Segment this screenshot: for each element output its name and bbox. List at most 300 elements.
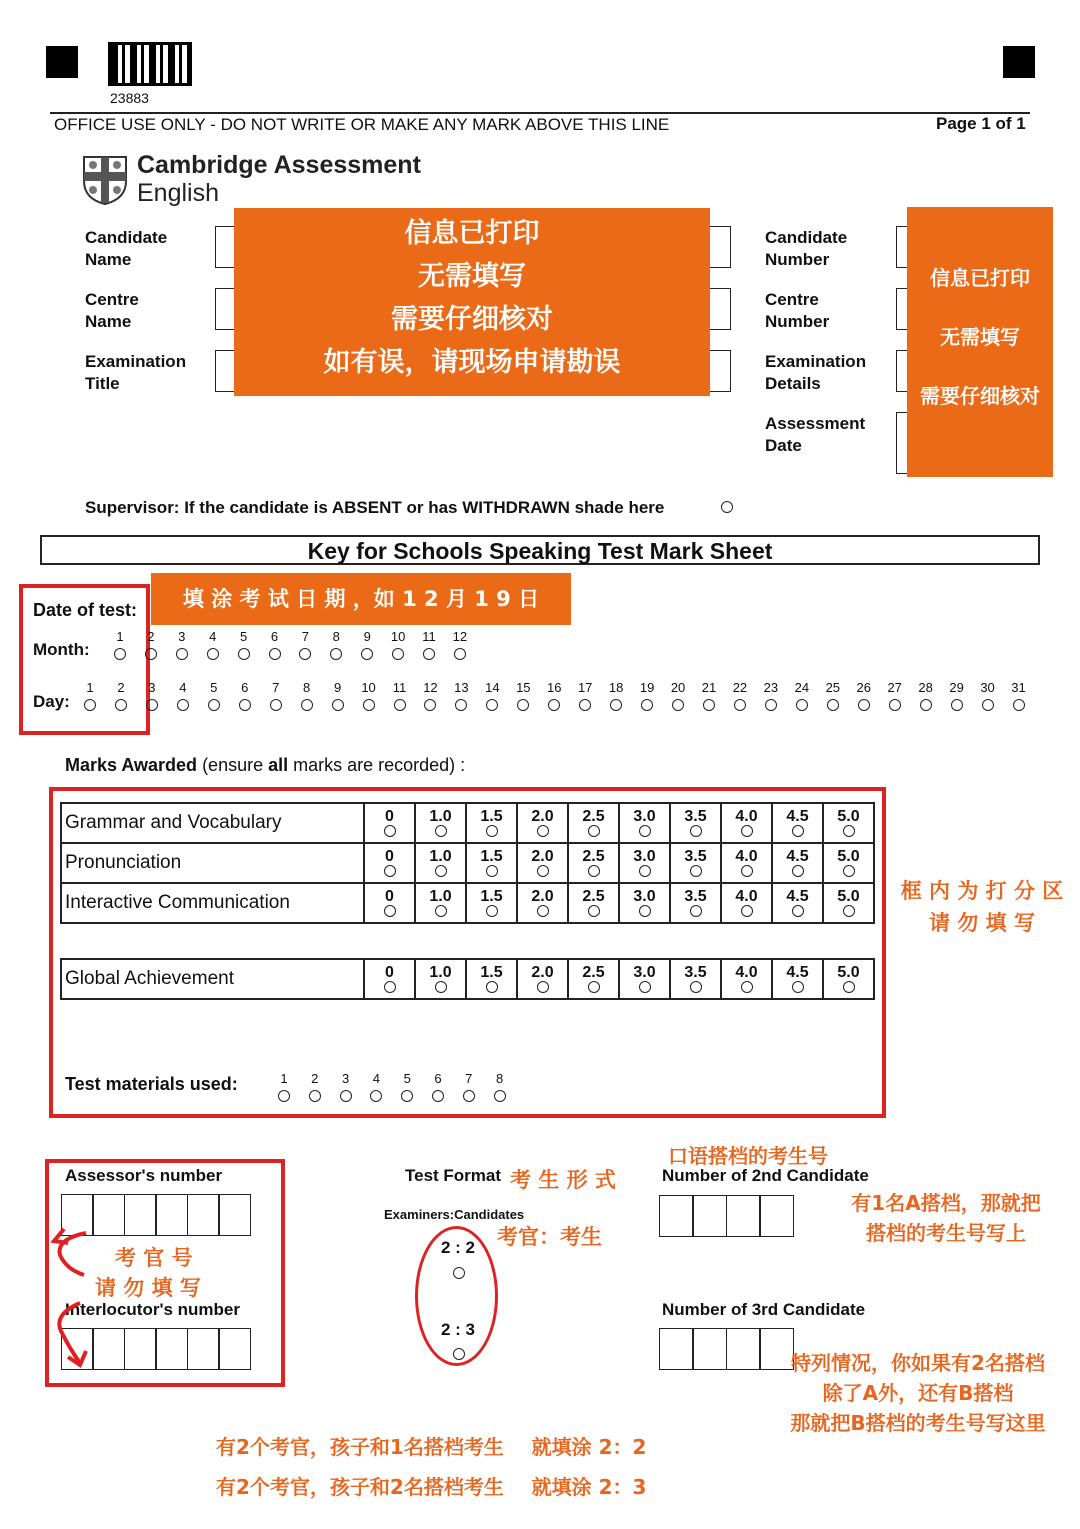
score-bubble[interactable] <box>588 825 600 837</box>
criterion-label: Interactive Communication <box>61 883 364 923</box>
cambridge-crest-icon <box>82 155 128 205</box>
score-bubble[interactable] <box>486 905 498 917</box>
day-option[interactable] <box>447 681 475 711</box>
material-bubble[interactable] <box>309 1090 321 1102</box>
day-option[interactable] <box>293 681 321 711</box>
score-bubble[interactable] <box>537 825 549 837</box>
score-option[interactable] <box>823 803 874 843</box>
criterion-label: Global Achievement <box>61 959 364 999</box>
score-option[interactable] <box>823 883 874 923</box>
day-option[interactable] <box>540 681 568 711</box>
score-value: 5.0 <box>837 808 860 825</box>
day-option[interactable] <box>386 681 414 711</box>
day-bubble[interactable] <box>239 699 251 711</box>
score-value: 2.0 <box>531 808 554 825</box>
score-bubble[interactable] <box>537 905 549 917</box>
month-bubble[interactable] <box>299 648 311 660</box>
day-bubble[interactable] <box>951 699 963 711</box>
month-bubble[interactable] <box>114 648 126 660</box>
materials-label: Test materials used: <box>65 1074 238 1094</box>
day-bubble[interactable] <box>146 699 158 711</box>
score-bubble[interactable] <box>843 825 855 837</box>
day-bubble[interactable] <box>548 699 560 711</box>
score-bubble[interactable] <box>588 865 600 877</box>
score-option[interactable] <box>670 959 721 999</box>
second-candidate-label: Number of 2nd Candidate <box>662 1166 869 1185</box>
month-number: 4 <box>209 629 217 644</box>
score-value: 2.5 <box>582 888 605 905</box>
score-value: 4.5 <box>786 848 809 865</box>
day-option[interactable] <box>138 681 166 711</box>
score-value: 2.0 <box>531 848 554 865</box>
month-option[interactable] <box>353 630 381 660</box>
score-value: 4.5 <box>786 964 809 981</box>
second-candidate-boxes[interactable] <box>659 1195 793 1237</box>
month-option[interactable] <box>415 630 443 660</box>
day-bubble[interactable] <box>796 699 808 711</box>
month-number: 5 <box>239 629 248 644</box>
score-bubble[interactable] <box>486 825 498 837</box>
day-bubble[interactable] <box>270 699 282 711</box>
material-bubble[interactable] <box>494 1090 506 1102</box>
month-bubble[interactable] <box>330 648 342 660</box>
score-bubble[interactable] <box>435 825 447 837</box>
day-bubble[interactable] <box>579 699 591 711</box>
registration-mark-right <box>1003 46 1035 78</box>
month-number: 8 <box>332 629 340 644</box>
score-value: 1.0 <box>429 964 452 981</box>
month-bubble[interactable] <box>423 648 435 660</box>
score-bubble[interactable] <box>384 905 396 917</box>
score-option[interactable] <box>517 843 568 883</box>
day-option[interactable] <box>881 681 909 711</box>
score-bubble[interactable] <box>690 825 702 837</box>
score-bubble[interactable] <box>792 905 804 917</box>
month-option[interactable] <box>446 630 474 660</box>
month-option[interactable] <box>230 630 258 660</box>
score-bubble[interactable] <box>741 981 753 993</box>
month-option[interactable] <box>168 630 196 660</box>
score-bubble[interactable] <box>435 981 447 993</box>
score-bubble[interactable] <box>588 981 600 993</box>
score-option[interactable] <box>772 883 823 923</box>
material-bubble[interactable] <box>432 1090 444 1102</box>
day-bubble[interactable] <box>610 699 622 711</box>
score-value: 2.0 <box>531 964 554 981</box>
day-bubble[interactable] <box>301 699 313 711</box>
test-format-note: 考 生 形 式 <box>510 1168 616 1192</box>
score-value: 1.5 <box>480 808 503 825</box>
day-bubble[interactable] <box>363 699 375 711</box>
logo-title: Cambridge Assessment <box>137 151 421 179</box>
material-option[interactable] <box>332 1072 360 1102</box>
day-bubble[interactable] <box>920 699 932 711</box>
score-option[interactable] <box>364 803 415 843</box>
score-bubble[interactable] <box>384 825 396 837</box>
day-bubble[interactable] <box>424 699 436 711</box>
score-option[interactable] <box>823 959 874 999</box>
exam-title-label: Examination Title <box>85 352 187 393</box>
month-number: 6 <box>270 629 279 644</box>
format-2-3-bubble[interactable] <box>453 1348 465 1360</box>
global-marks-table <box>60 958 875 1000</box>
day-number: 4 <box>179 680 187 695</box>
material-number: 1 <box>280 1071 288 1086</box>
score-bubble[interactable] <box>639 825 651 837</box>
day-number: 9 <box>333 680 342 695</box>
logo-subtitle: English <box>137 179 219 207</box>
material-number: 7 <box>465 1071 473 1086</box>
score-bubble[interactable] <box>486 981 498 993</box>
day-option[interactable] <box>757 681 785 711</box>
score-option[interactable] <box>517 959 568 999</box>
score-value: 2.5 <box>582 964 605 981</box>
info-printed-note-left: 信息已打印 无需填写 需要仔细核对 如有误，请现场申请勘误 <box>234 208 710 396</box>
format-option-2-3: 2 : 3 <box>441 1320 476 1339</box>
score-option[interactable] <box>670 843 721 883</box>
candidate-number-label: Candidate Number <box>765 228 848 269</box>
day-bubble[interactable] <box>332 699 344 711</box>
day-number: 31 <box>1011 680 1026 695</box>
day-bubble[interactable] <box>889 699 901 711</box>
material-option[interactable] <box>270 1072 298 1102</box>
score-value: 4.5 <box>786 888 809 905</box>
score-option[interactable] <box>721 883 772 923</box>
score-bubble[interactable] <box>384 865 396 877</box>
month-bubble[interactable] <box>392 648 404 660</box>
day-number: 27 <box>887 680 902 695</box>
day-bubble[interactable] <box>177 699 189 711</box>
score-value: 5.0 <box>837 888 860 905</box>
month-option[interactable] <box>384 630 412 660</box>
score-option[interactable] <box>568 883 619 923</box>
supervisor-instruction: Supervisor: If the candidate is ABSENT or has WITHDRAWN shade here <box>85 498 665 517</box>
score-value: 4.0 <box>735 848 758 865</box>
day-bubble[interactable] <box>486 699 498 711</box>
score-bubble[interactable] <box>435 865 447 877</box>
day-option[interactable] <box>850 681 878 711</box>
score-option[interactable] <box>415 959 466 999</box>
score-bubble[interactable] <box>435 905 447 917</box>
score-bubble[interactable] <box>588 905 600 917</box>
day-number: 16 <box>547 680 562 695</box>
day-bubble[interactable] <box>827 699 839 711</box>
score-option[interactable] <box>415 803 466 843</box>
score-option[interactable] <box>619 959 670 999</box>
day-option[interactable] <box>571 681 599 711</box>
score-option[interactable] <box>670 883 721 923</box>
day-option[interactable] <box>509 681 537 711</box>
score-value: 5.0 <box>837 848 860 865</box>
day-bubble[interactable] <box>672 699 684 711</box>
score-bubble[interactable] <box>741 905 753 917</box>
score-value: 2.5 <box>582 808 605 825</box>
material-option[interactable] <box>393 1072 421 1102</box>
day-option[interactable] <box>974 681 1002 711</box>
score-option[interactable] <box>568 843 619 883</box>
score-bubble[interactable] <box>843 905 855 917</box>
material-bubble[interactable] <box>340 1090 352 1102</box>
criterion-row <box>61 959 874 999</box>
score-option[interactable] <box>619 883 670 923</box>
material-number: 6 <box>434 1071 442 1086</box>
day-option[interactable] <box>602 681 630 711</box>
day-number: 12 <box>423 680 438 695</box>
day-number: 21 <box>701 680 717 695</box>
month-bubble[interactable] <box>269 648 281 660</box>
material-bubble[interactable] <box>278 1090 290 1102</box>
exam-details-label: Examination Details <box>765 352 867 393</box>
day-bubble[interactable] <box>641 699 653 711</box>
score-option[interactable] <box>568 959 619 999</box>
day-bubble[interactable] <box>765 699 777 711</box>
score-option[interactable] <box>772 843 823 883</box>
examiners-candidates-label: Examiners:Candidates <box>384 1207 525 1222</box>
office-line-text: OFFICE USE ONLY - DO NOT WRITE OR MAKE ANY MARK ABOVE THIS LINE <box>54 115 670 134</box>
format-option-2-2: 2 : 2 <box>441 1238 476 1257</box>
score-bubble[interactable] <box>843 865 855 877</box>
day-option[interactable] <box>912 681 940 711</box>
marks-heading: Marks Awarded (ensure all marks are recorded) : <box>65 755 466 775</box>
score-bubble[interactable] <box>741 825 753 837</box>
day-number: 17 <box>577 680 593 695</box>
material-number: 5 <box>403 1071 411 1086</box>
material-option[interactable] <box>455 1072 483 1102</box>
format-2-2-bubble[interactable] <box>453 1267 465 1279</box>
score-value: 1.0 <box>429 888 452 905</box>
day-option[interactable] <box>478 681 506 711</box>
month-bubble[interactable] <box>238 648 250 660</box>
score-bubble[interactable] <box>792 865 804 877</box>
month-option[interactable] <box>199 630 227 660</box>
month-option[interactable] <box>322 630 350 660</box>
day-bubble[interactable] <box>517 699 529 711</box>
day-option[interactable] <box>726 681 754 711</box>
day-bubble[interactable] <box>115 699 127 711</box>
score-value: 3.5 <box>684 888 707 905</box>
day-bubble[interactable] <box>1013 699 1025 711</box>
material-bubble[interactable] <box>463 1090 475 1102</box>
day-option[interactable] <box>200 681 228 711</box>
day-bubble[interactable] <box>858 699 870 711</box>
score-option[interactable] <box>364 883 415 923</box>
day-number: 13 <box>454 680 469 695</box>
score-bubble[interactable] <box>537 865 549 877</box>
day-number: 19 <box>639 680 655 695</box>
month-option[interactable] <box>261 630 289 660</box>
month-number: 2 <box>147 629 155 644</box>
date-note: 填 涂 考 试 日 期 ，如 1 2 月 1 9 日 <box>151 573 571 625</box>
month-number: 9 <box>363 629 371 644</box>
centre-number-label: Centre Number <box>765 290 830 331</box>
month-number: 3 <box>178 629 186 644</box>
bottom-note-2-3: 有2个考官，孩子和2名搭档考生 就填涂 2：3 <box>216 1475 647 1499</box>
page-number: Page 1 of 1 <box>936 114 1026 133</box>
material-number: 3 <box>341 1071 350 1086</box>
month-bubble[interactable] <box>145 648 157 660</box>
score-option[interactable] <box>466 883 517 923</box>
day-bubble[interactable] <box>84 699 96 711</box>
centre-name-label: Centre Name <box>85 290 139 331</box>
third-candidate-note: 特列情况，你如果有2名搭档 除了A外，还有B搭档 那就把B搭档的考生号写这里 <box>790 1351 1046 1435</box>
score-option[interactable] <box>772 959 823 999</box>
score-bubble[interactable] <box>639 981 651 993</box>
score-option[interactable] <box>823 843 874 883</box>
score-bubble[interactable] <box>690 865 702 877</box>
score-value: 2.5 <box>582 848 605 865</box>
day-number: 8 <box>303 680 311 695</box>
score-value: 1.5 <box>480 848 503 865</box>
day-option[interactable] <box>695 681 723 711</box>
score-bubble[interactable] <box>639 905 651 917</box>
score-bubble[interactable] <box>792 981 804 993</box>
interlocutor-label: Interlocutor's number <box>65 1300 241 1319</box>
day-number: 18 <box>608 680 624 695</box>
score-value: 0 <box>385 888 394 905</box>
second-candidate-note-title: 口语搭档的考生号 <box>668 1144 828 1168</box>
score-option[interactable] <box>619 843 670 883</box>
day-label: Day: <box>33 692 70 711</box>
day-number: 7 <box>272 680 280 695</box>
score-option[interactable] <box>670 803 721 843</box>
day-number: 14 <box>485 680 500 695</box>
day-number: 3 <box>148 680 156 695</box>
day-option[interactable] <box>1005 681 1033 711</box>
material-number: 2 <box>311 1071 319 1086</box>
day-option[interactable] <box>819 681 847 711</box>
info-printed-note-right: 信息已打印 无需填写 需要仔细核对 <box>907 207 1053 477</box>
day-number: 23 <box>763 680 779 695</box>
barcode <box>108 42 192 86</box>
month-option[interactable] <box>106 630 134 660</box>
material-bubble[interactable] <box>401 1090 413 1102</box>
score-value: 4.5 <box>786 808 809 825</box>
score-option[interactable] <box>364 843 415 883</box>
office-rule <box>50 112 1030 114</box>
score-option[interactable] <box>517 803 568 843</box>
score-bubble[interactable] <box>741 865 753 877</box>
month-bubble[interactable] <box>454 648 466 660</box>
score-option[interactable] <box>619 803 670 843</box>
score-bubble[interactable] <box>537 981 549 993</box>
score-bubble[interactable] <box>843 981 855 993</box>
day-option[interactable] <box>943 681 971 711</box>
day-bubble[interactable] <box>734 699 746 711</box>
assessor-label: Assessor's number <box>65 1166 223 1185</box>
month-label: Month: <box>33 640 90 659</box>
score-option[interactable] <box>466 803 517 843</box>
score-option[interactable] <box>721 843 772 883</box>
assessor-note: 考 官 号 请 勿 填 写 <box>95 1246 201 1300</box>
day-bubble[interactable] <box>208 699 220 711</box>
criterion-row <box>61 883 874 923</box>
score-option[interactable] <box>772 803 823 843</box>
day-option[interactable] <box>788 681 816 711</box>
day-number: 2 <box>117 680 125 695</box>
score-option[interactable] <box>415 843 466 883</box>
score-bubble[interactable] <box>486 865 498 877</box>
score-value: 4.0 <box>735 808 758 825</box>
day-option[interactable] <box>262 681 290 711</box>
sheet-title: Key for Schools Speaking Test Mark Sheet <box>40 535 1040 565</box>
month-bubble[interactable] <box>176 648 188 660</box>
day-number: 6 <box>241 680 249 695</box>
month-option[interactable] <box>137 630 165 660</box>
day-option[interactable] <box>633 681 661 711</box>
day-bubble[interactable] <box>982 699 994 711</box>
score-option[interactable] <box>568 803 619 843</box>
day-option[interactable] <box>324 681 352 711</box>
score-value: 1.5 <box>480 888 503 905</box>
day-option[interactable] <box>231 681 259 711</box>
day-option[interactable] <box>107 681 135 711</box>
score-option[interactable] <box>517 883 568 923</box>
day-bubble[interactable] <box>703 699 715 711</box>
day-option[interactable] <box>355 681 383 711</box>
month-bubble[interactable] <box>207 648 219 660</box>
month-number: 7 <box>301 629 309 644</box>
third-candidate-boxes[interactable] <box>659 1328 793 1370</box>
score-bubble[interactable] <box>792 825 804 837</box>
score-bubble[interactable] <box>639 865 651 877</box>
score-value: 0 <box>385 808 394 825</box>
month-bubble[interactable] <box>361 648 373 660</box>
second-candidate-note: 有1名A搭档，那就把 搭档的考生号写上 <box>851 1191 1041 1245</box>
candidate-name-label: Candidate Name <box>85 228 168 269</box>
absent-bubble[interactable] <box>721 501 733 513</box>
score-bubble[interactable] <box>384 981 396 993</box>
material-option[interactable] <box>424 1072 452 1102</box>
day-number: 26 <box>856 680 871 695</box>
day-number: 25 <box>825 680 841 695</box>
score-value: 5.0 <box>837 964 860 981</box>
day-number: 28 <box>918 680 933 695</box>
material-option[interactable] <box>362 1072 390 1102</box>
month-number: 10 <box>390 629 406 644</box>
criterion-label: Grammar and Vocabulary <box>61 803 364 843</box>
score-value: 0 <box>385 964 394 981</box>
score-option[interactable] <box>466 843 517 883</box>
curved-arrow-icon <box>46 1225 106 1375</box>
score-value: 3.0 <box>633 888 656 905</box>
material-option[interactable] <box>486 1072 514 1102</box>
score-option[interactable] <box>721 959 772 999</box>
score-option[interactable] <box>415 883 466 923</box>
score-option[interactable] <box>721 803 772 843</box>
score-bubble[interactable] <box>690 905 702 917</box>
material-option[interactable] <box>301 1072 329 1102</box>
score-option[interactable] <box>466 959 517 999</box>
day-bubble[interactable] <box>394 699 406 711</box>
day-number: 10 <box>361 680 376 695</box>
score-option[interactable] <box>364 959 415 999</box>
day-option[interactable] <box>76 681 104 711</box>
day-option[interactable] <box>664 681 692 711</box>
day-option[interactable] <box>169 681 197 711</box>
day-number: 30 <box>980 680 995 695</box>
day-number: 29 <box>949 680 964 695</box>
month-number: 12 <box>452 629 468 644</box>
day-bubble[interactable] <box>455 699 467 711</box>
criterion-label: Pronunciation <box>61 843 364 883</box>
day-option[interactable] <box>416 681 444 711</box>
score-value: 4.0 <box>735 888 758 905</box>
examiners-candidates-note: 考官：考生 <box>497 1225 602 1249</box>
month-option[interactable] <box>291 630 319 660</box>
material-bubble[interactable] <box>370 1090 382 1102</box>
day-number: 22 <box>732 680 748 695</box>
score-bubble[interactable] <box>690 981 702 993</box>
